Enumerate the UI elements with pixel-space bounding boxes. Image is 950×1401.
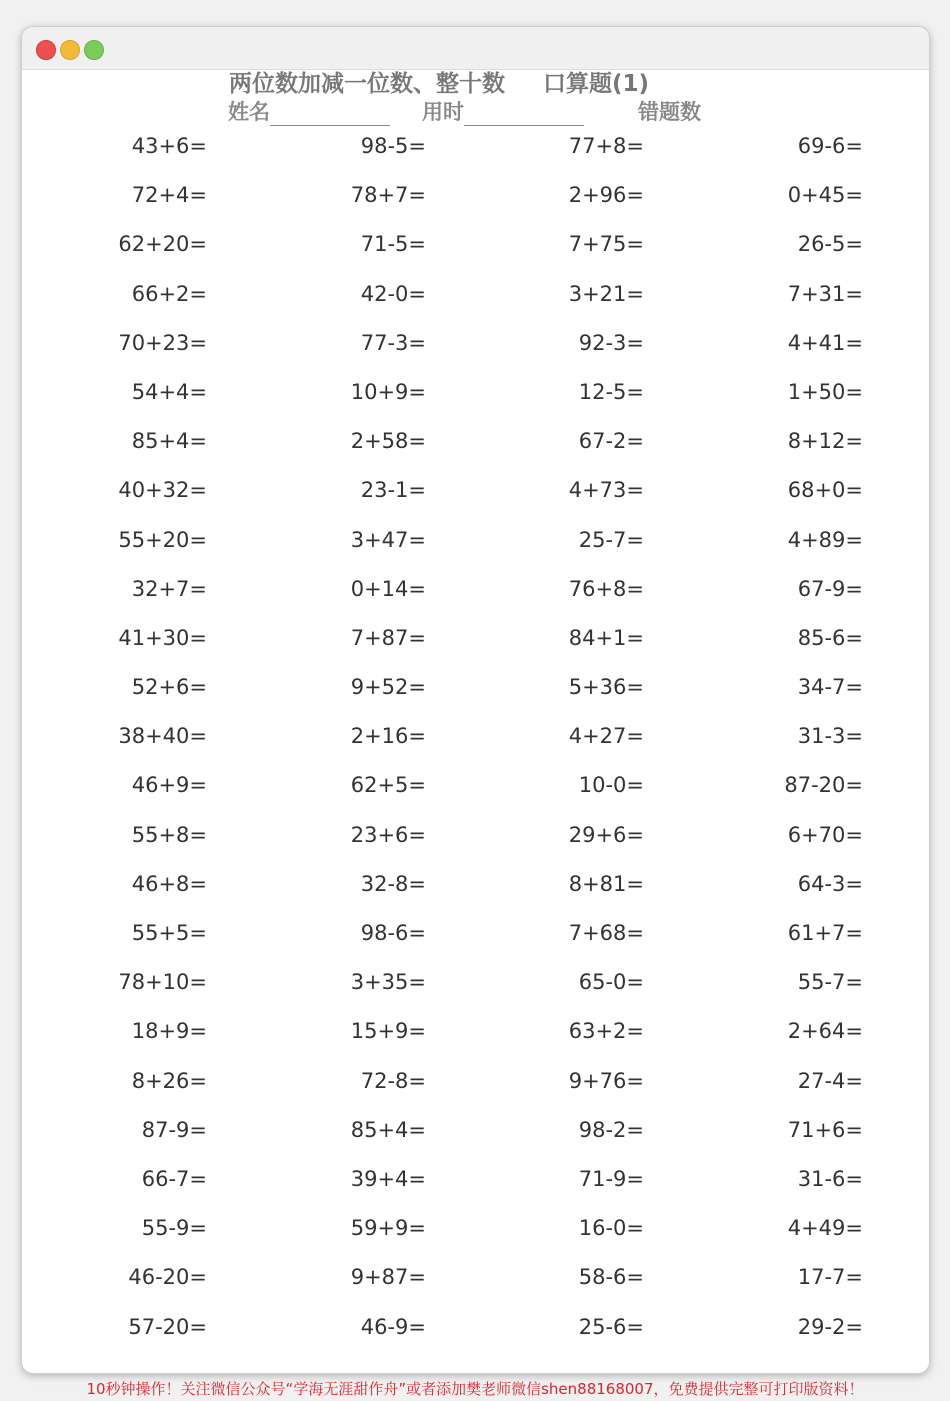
problem-cell: 46-20= (128, 1265, 207, 1290)
problem-cell: 54+4= (131, 379, 207, 404)
document-window (21, 26, 930, 1374)
problem-row (22, 673, 929, 722)
problem-row (22, 1017, 929, 1066)
problem-cell: 26-5= (797, 232, 863, 257)
problem-row (22, 181, 929, 230)
problem-cell: 25-7= (578, 527, 644, 552)
problem-cell: 0+45= (787, 183, 863, 208)
problem-cell: 77+8= (568, 134, 644, 158)
problem-row (22, 870, 929, 919)
problem-cell: 61+7= (787, 921, 863, 945)
problem-row (22, 821, 929, 870)
problem-cell: 76+8= (568, 576, 644, 601)
problem-cell: 63+2= (568, 1019, 644, 1044)
problem-cell: 38+40= (118, 724, 207, 749)
problem-cell: 58-6= (578, 1265, 644, 1290)
problem-cell: 77-3= (360, 330, 426, 355)
problem-cell: 7+68= (568, 921, 644, 945)
problem-cell: 98-6= (360, 921, 426, 945)
problem-cell: 27-4= (797, 1068, 863, 1093)
problem-cell: 8+26= (131, 1068, 207, 1093)
problem-cell: 3+35= (350, 970, 426, 995)
problem-cell: 6+70= (787, 822, 863, 847)
problem-cell: 9+87= (350, 1265, 426, 1290)
errors-label: 错题数 (638, 100, 701, 124)
problem-cell: 32-8= (360, 871, 426, 896)
problem-cell: 0+14= (350, 576, 426, 601)
name-blank (270, 105, 390, 126)
problem-cell: 4+27= (568, 724, 644, 749)
problem-row (22, 132, 929, 181)
problem-cell: 62+20= (118, 232, 207, 257)
problem-cell: 65-0= (578, 970, 644, 995)
problem-cell: 78+10= (118, 970, 207, 995)
problem-cell: 3+21= (568, 281, 644, 306)
problem-row (22, 575, 929, 624)
problem-cell: 15+9= (350, 1019, 426, 1044)
problem-cell: 67-9= (797, 576, 863, 601)
close-window-button[interactable] (36, 40, 56, 60)
problem-cell: 78+7= (350, 183, 426, 208)
problem-cell: 34-7= (797, 675, 863, 700)
problem-cell: 72+4= (131, 183, 207, 208)
window-titlebar (22, 27, 929, 70)
problem-cell: 67-2= (578, 429, 644, 454)
problem-cell: 85+4= (350, 1117, 426, 1142)
problem-cell: 70+23= (118, 330, 207, 355)
problem-cell: 42-0= (360, 281, 426, 306)
problem-row (22, 624, 929, 673)
problem-cell: 71-9= (578, 1166, 644, 1191)
problem-cell: 2+58= (350, 429, 426, 454)
maximize-window-button[interactable] (84, 40, 104, 60)
problem-cell: 23-1= (360, 478, 426, 503)
problem-cell: 57-20= (128, 1314, 207, 1339)
name-label: 姓名 (228, 100, 270, 124)
problem-cell: 2+96= (568, 183, 644, 208)
problem-row (22, 476, 929, 525)
problem-cell: 10-0= (578, 773, 644, 798)
worksheet-title-sub: 口算题(1) (543, 71, 650, 97)
problem-row (22, 771, 929, 820)
problem-cell: 8+12= (787, 429, 863, 454)
problem-row (22, 1067, 929, 1116)
time-blank (464, 105, 584, 126)
problem-cell: 92-3= (578, 330, 644, 355)
problem-cell: 64-3= (797, 871, 863, 896)
problem-grid (22, 132, 929, 1362)
problem-cell: 10+9= (350, 379, 426, 404)
worksheet-info-row (228, 96, 701, 126)
problem-cell: 55+20= (118, 527, 207, 552)
problem-row (22, 1214, 929, 1263)
problem-cell: 69-6= (797, 134, 863, 158)
problem-cell: 59+9= (350, 1216, 426, 1241)
problem-cell: 4+89= (787, 527, 863, 552)
problem-cell: 7+87= (350, 625, 426, 650)
problem-cell: 85+4= (131, 429, 207, 454)
worksheet-title-main: 两位数加减一位数、整十数 (229, 71, 505, 97)
problem-cell: 8+81= (568, 871, 644, 896)
problem-cell: 23+6= (350, 822, 426, 847)
problem-cell: 17-7= (797, 1265, 863, 1290)
problem-cell: 98-5= (360, 134, 426, 158)
minimize-window-button[interactable] (60, 40, 80, 60)
problem-cell: 55-9= (141, 1216, 207, 1241)
footer-notice: 10秒钟操作！关注微信公众号“学海无涯甜作舟”或者添加樊老师微信shen88168007，免费提供完整可打印版资料！ (86, 1380, 864, 1398)
problem-cell: 2+64= (787, 1019, 863, 1044)
problem-cell: 2+16= (350, 724, 426, 749)
problem-cell: 46+9= (131, 773, 207, 798)
problem-row (22, 427, 929, 476)
problem-row (22, 526, 929, 575)
problem-row (22, 1116, 929, 1165)
problem-cell: 4+49= (787, 1216, 863, 1241)
problem-cell: 7+75= (568, 232, 644, 257)
problem-cell: 66-7= (141, 1166, 207, 1191)
problem-cell: 31-6= (797, 1166, 863, 1191)
problem-row (22, 378, 929, 427)
problem-cell: 31-3= (797, 724, 863, 749)
problem-cell: 87-20= (784, 773, 863, 798)
problem-row (22, 280, 929, 329)
problem-row (22, 230, 929, 279)
problem-cell: 43+6= (131, 134, 207, 158)
problem-row (22, 968, 929, 1017)
problem-cell: 5+36= (568, 675, 644, 700)
problem-row (22, 1313, 929, 1362)
problem-row (22, 329, 929, 378)
problem-cell: 98-2= (578, 1117, 644, 1142)
problem-cell: 52+6= (131, 675, 207, 700)
problem-cell: 41+30= (118, 625, 207, 650)
problem-cell: 62+5= (350, 773, 426, 798)
problem-row (22, 1165, 929, 1214)
problem-cell: 87-9= (141, 1117, 207, 1142)
problem-cell: 40+32= (118, 478, 207, 503)
problem-cell: 1+50= (787, 379, 863, 404)
problem-cell: 7+31= (787, 281, 863, 306)
problem-row (22, 722, 929, 771)
problem-cell: 3+47= (350, 527, 426, 552)
problem-cell: 84+1= (568, 625, 644, 650)
problem-row (22, 919, 929, 968)
problem-cell: 4+73= (568, 478, 644, 503)
problem-cell: 46-9= (360, 1314, 426, 1339)
problem-cell: 29-2= (797, 1314, 863, 1339)
problem-cell: 39+4= (350, 1166, 426, 1191)
problem-cell: 68+0= (787, 478, 863, 503)
problem-cell: 71-5= (360, 232, 426, 257)
problem-cell: 9+52= (350, 675, 426, 700)
problem-cell: 25-6= (578, 1314, 644, 1339)
problem-cell: 55+8= (131, 822, 207, 847)
problem-cell: 66+2= (131, 281, 207, 306)
problem-cell: 18+9= (131, 1019, 207, 1044)
problem-cell: 9+76= (568, 1068, 644, 1093)
problem-cell: 16-0= (578, 1216, 644, 1241)
problem-cell: 85-6= (797, 625, 863, 650)
problem-cell: 12-5= (578, 379, 644, 404)
problem-cell: 55+5= (131, 921, 207, 945)
problem-cell: 29+6= (568, 822, 644, 847)
worksheet-title (229, 65, 649, 98)
problem-cell: 4+41= (787, 330, 863, 355)
problem-cell: 32+7= (131, 576, 207, 601)
problem-cell: 71+6= (787, 1117, 863, 1142)
time-label: 用时 (422, 100, 464, 124)
problem-cell: 55-7= (797, 970, 863, 995)
problem-row (22, 1263, 929, 1312)
problem-cell: 72-8= (360, 1068, 426, 1093)
problem-cell: 46+8= (131, 871, 207, 896)
